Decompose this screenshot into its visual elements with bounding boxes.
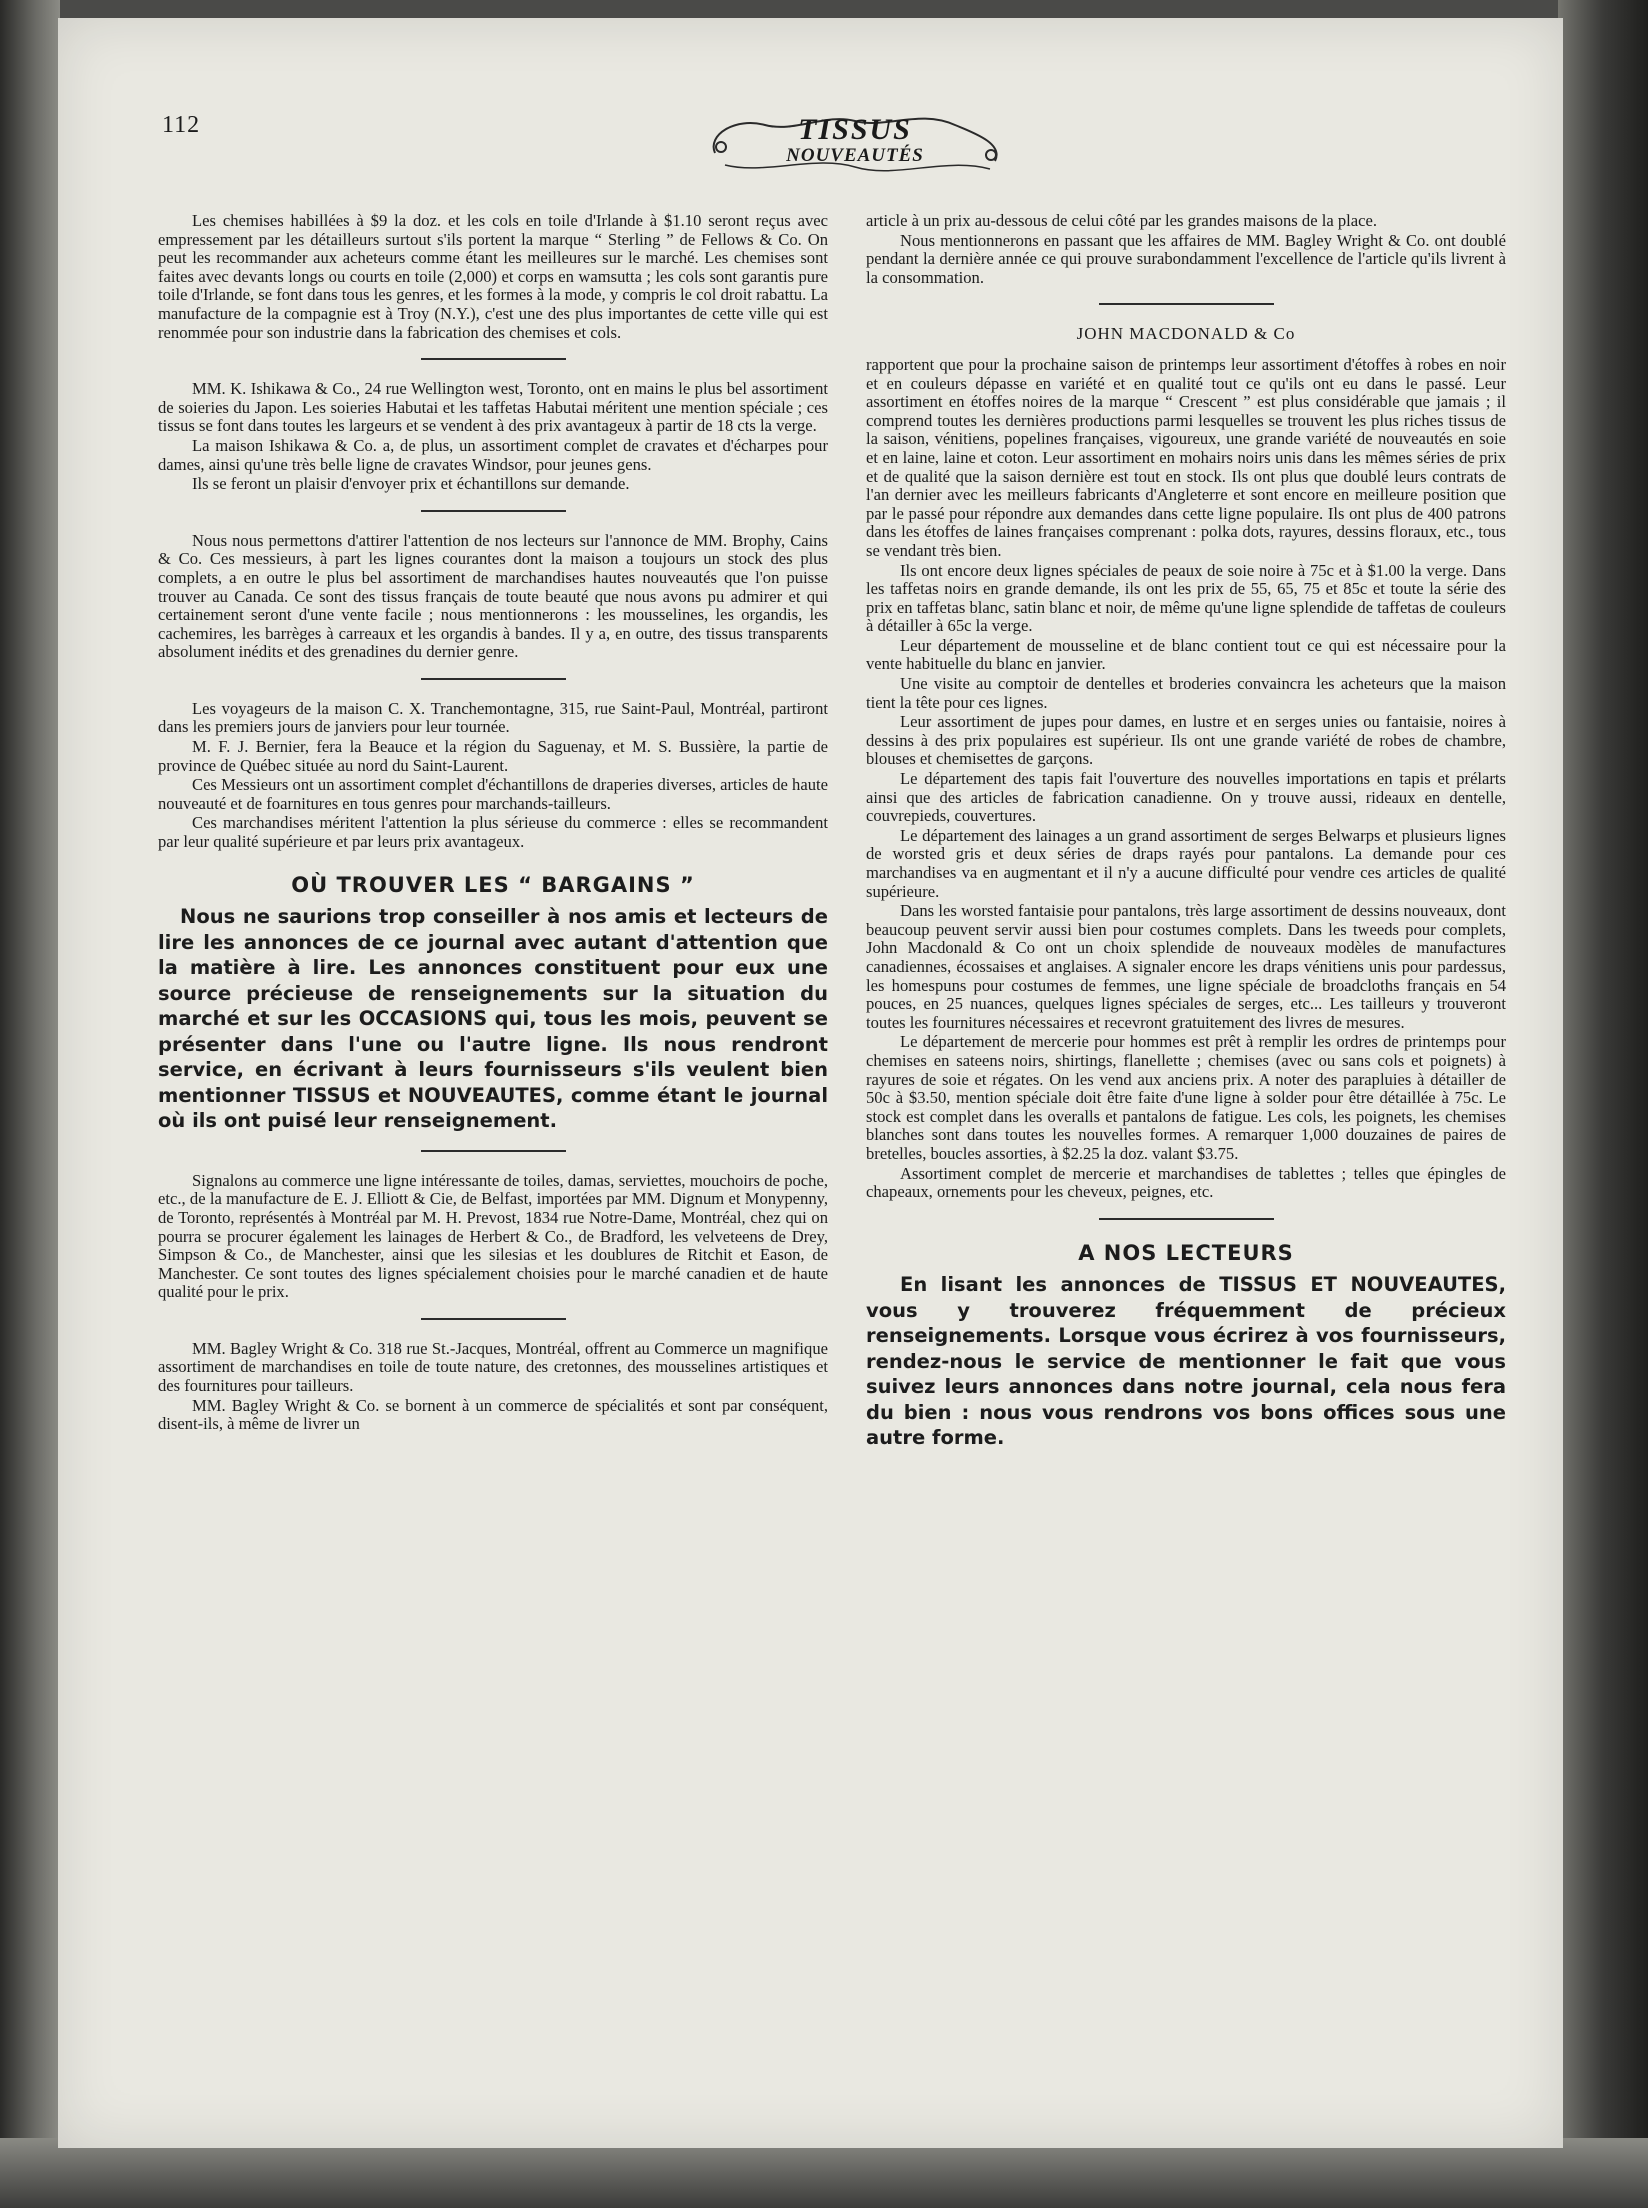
article-marchandises: Ces marchandises méritent l'attention la plus sérieuse du commerce : elles se recommandent par leur qualité supérieure et par leurs prix avantageux. <box>158 813 828 852</box>
article-macdonald-mercerie: Le département de mercerie pour hommes est prêt à remplir les ordres de printemps pour chemises en sateens noirs, shirtings, flanellette ; chemises (avec ou sans cols et poignets) à rayures de soie et régates. On les vend aux anciens prix. A noter des parapluies à détailler de 50c à $3.50, mention spéciale doit être faite d'une ligne à solder pour être détaillée à 75c. Le stock est complet dans les overalls et pantalons de fatigue. Les cols, les poignets, les chemises blanches sont dans toutes les nouvelles formes. A remarquer 1,000 douzaines de paires de bretelles, boucles assorties, à $2.25 la doz. valant $3.75. <box>866 1032 1506 1163</box>
article-macdonald-worsted: Dans les worsted fantaisie pour pantalons, très large assortiment de dessins nouveaux, dont beaucoup peuvent servir aussi bien pour costumes complets. Dans les tweeds pour complets, John Macdonald & Co ont un choix splendide de nouveaux modèles de manufactures canadiennes, écossaises et anglaises. A signaler encore les draps vénitiens unis pour pardessus, les homespuns pour costumes de femmes, une ligne spéciale de broadcloths français en 54 pouces, en 25 nuances, quelques lignes spéciales de serges, etc... Les tailleurs y trouveront toutes les fournitures nécessaires et recevront gratuitement des livres de mesures. <box>866 901 1506 1032</box>
separator-rule <box>421 678 566 680</box>
article-macdonald-lainages: Le département des lainages a un grand assortiment de serges Belwarps et plusieurs lignes de worsted gris et deux séries de draps rayés pour pantalons. La demande pour ces marchandises va en augmentant et il n'y a aucune difficulté pour vendre ces articles de qualité supérieure. <box>866 825 1506 901</box>
article-ishikawa-cravates: La maison Ishikawa & Co. a, de plus, un assortiment complet de cravates et d'écharpes pour dames, ainsi qu'une très belle ligne de cravates Windsor, pour jeunes gens. <box>158 435 828 474</box>
svg-text:NOUVEAUTÉS: NOUVEAUTÉS <box>786 145 924 166</box>
article-ishikawa: MM. K. Ishikawa & Co., 24 rue Wellington west, Toronto, ont en mains le plus bel assortiment de soieries du Japon. Les soieries Habutai et les taffetas Habutai méritent une mention spéciale ; ces tissus se font dans toutes les largeurs et se vendent à des prix avantageux à partir de 18 cts la verge. <box>158 379 828 436</box>
svg-text:TISSUS: TISSUS <box>798 113 912 146</box>
article-macdonald-robes: rapportent que pour la prochaine saison de printemps leur assortiment d'étoffes à robes en noir et en couleurs dépasse en variété et en qualité tout ce qu'ils ont eu dans le passé. Leur assortiment en étoffes noires de la marque “ Crescent ” est plus considérable que jamais ; il comprend toutes les dernières productions parmi lesquelles se trouvent les plus riches tissus de la saison, vénitiens, popelines françaises, vigoureux, une grande variété de nouveautés en soie et en laine, laine et coton. Leur assortiment en mohairs noirs unis dans les mêmes séries de prix et de qualité que la saison dernière est tout en stock. Ils ont plus que doublé leurs contrats de l'an dernier avec les meilleurs fabricants d'Angleterre et sont encore en meilleure position que par le passé pour répondre aux demandes dans cette ligne populaire. Ils ont plus de 400 patrons dans les étoffes de laines françaises comprenant : polka dots, rayures, dessins floraux, etc., tous se vendant très bien. <box>866 354 1506 560</box>
article-bagley-wright-specialites: MM. Bagley Wright & Co. se bornent à un commerce de spécialités et sont par conséquent, disent-ils, à même de livrer un <box>158 1395 828 1434</box>
book-edge-bottom <box>0 2138 1648 2208</box>
heading-a-nos-lecteurs: A NOS LECTEURS <box>1078 1240 1294 1265</box>
article-macdonald-tablettes: Assortiment complet de mercerie et marchandises de tablettes ; telles que épingles de chapeaux, ornements pour les cheveux, peignes, etc. <box>866 1163 1506 1202</box>
heading-bargains: OÙ TROUVER LES “ BARGAINS ” <box>291 872 695 897</box>
article-bagley-wright-affaires: Nous mentionnerons en passant que les affaires de MM. Bagley Wright & Co. ont doublé pendant la dernière année ce qui prouve surabondamment l'excellence de l'article qu'ils livrent à la consommation. <box>866 230 1506 287</box>
article-dignum-monypenny: Signalons au commerce une ligne intéressante de toiles, damas, serviettes, mouchoirs de poche, etc., de la manufacture de E. J. Elliott & Cie, de Belfast, importées par MM. Dignum et Monypenny, de Toronto, représentés à Montréal par M. H. Prevost, 1834 rue Notre-Dame, Montréal, chez qui on pourra se procurer également les lainages de Herbert & Co., de Bradford, les velveteens de Drey, Simpson & Co., de Manchester, ainsi que les silesias et les doublures de Ritchit et Eason, de Manchester. Ce sont toutes des lignes spécialement choisies pour le marché canadien et de haute qualité pour le prix. <box>158 1170 828 1302</box>
article-echantillons: Ces Messieurs ont un assortiment complet d'échantillons de draperies diverses, articles de haute nouveauté et de foarnitures en tous genres pour marchands-tailleurs. <box>158 775 828 813</box>
article-macdonald-soie: Ils ont encore deux lignes spéciales de peaux de soie noire à 75c et à $1.00 la verge. Dans les taffetas noirs en grande demande, ils ont les prix de 55, 65, 75 et 85c et toute la série des prix en taffetas blanc, satin blanc et noir, de même qu'une ligne splendide de taffetas de couleurs à détailler à 65c la verge. <box>866 560 1506 636</box>
separator-rule <box>421 510 566 512</box>
right-column <box>866 212 1506 1451</box>
article-macdonald-tapis: Le département des tapis fait l'ouverture des nouvelles importations en tapis et prélarts ainsi que des articles de fabrication canadienne. On y trouve aussi, rideaux en dentelle, couvrepieds, couvertures. <box>866 769 1506 826</box>
separator-rule <box>421 358 566 360</box>
separator-rule <box>1099 303 1274 305</box>
article-macdonald-dentelles: Une visite au comptoir de dentelles et broderies convaincra les acheteurs que la maison tient la tête pour ces lignes. <box>866 674 1506 712</box>
article-bagley-wright: MM. Bagley Wright & Co. 318 rue St.-Jacques, Montréal, offrent au Commerce un magnifique assortiment de marchandises en toile de toute nature, des cretonnes, des mousselines artistiques et des fournitures pour tailleurs. <box>158 1338 828 1396</box>
article-bernier: M. F. J. Bernier, fera la Beauce et la région du Saguenay, et M. S. Bussière, la partie de province de Québec située au nord du Saint-Laurent. <box>158 737 828 775</box>
left-column <box>158 212 828 1434</box>
book-binding-left <box>0 0 60 2208</box>
article-tranchemontagne: Les voyageurs de la maison C. X. Tranchemontagne, 315, rue Saint-Paul, Montréal, partiront dans les premiers jours de janviers pour leur tournée. <box>158 698 828 737</box>
notice-bargains: Nous ne saurions trop conseiller à nos amis et lecteurs de lire les annonces de ce journal avec autant d'attention que la matière à lire. Les annonces constituent pour eux une source précieuse de renseignements sur la situation du marché et sur les OCCASIONS qui, tous les mois, peuvent se présenter dans l'une ou l'autre ligne. Ils nous rendront service, en écrivant à leurs fournisseurs s'ils veulent bien mentionner TISSUS et NOUVEAUTES, comme étant le journal où ils ont puisé leur renseignement. <box>158 905 828 1133</box>
separator-rule <box>1099 1218 1274 1220</box>
separator-rule <box>421 1150 566 1152</box>
separator-rule <box>421 1318 566 1320</box>
article-bagley-wright-cont: article à un prix au-dessous de celui côté par les grandes maisons de la place. <box>866 211 1377 230</box>
masthead-logo <box>705 95 1005 190</box>
article-brophy-cains: Nous nous permettons d'attirer l'attention de nos lecteurs sur l'annonce de MM. Brophy, Cains & Co. Ces messieurs, à part les lignes courantes dont la maison a toujours un stock des plus complets, a en outre le plus bel assortiment de marchandises hautes nouveautés que l'on puisse trouver au Canada. Ce sont des tissus français de toute beauté que nous avons pu admirer et qui certainement seront d'une vente facile ; nous mentionnerons : les mousselines, les organdis, les cachemires, les barrèges à carreaux et les organdis à bandes. Il y a, en outre, des tissus transparents absolument inédits et des grenadines du dernier genre. <box>158 530 828 662</box>
article-ishikawa-echantillons: Ils se feront un plaisir d'envoyer prix et échantillons sur demande. <box>192 474 630 494</box>
book-edge-right <box>1558 0 1648 2208</box>
heading-john-macdonald: JOHN MACDONALD & Co <box>1076 324 1296 344</box>
article-sterling-shirts: Les chemises habillées à $9 la doz. et les cols en toile d'Irlande à $1.10 seront reçus avec empressement par les détailleurs surtout s'ils portent la marque “ Sterling ” de Fellows & Co. On peut les recommander aux acheteurs comme étant les meilleures sur le marché. Les chemises sont faites avec devants longs ou courts en toile (2,000) et corps en wamsutta ; les cols sont garantis pure toile d'Irlande, se font dans tous les genres, et les formes à la mode, y compris le col droit rabattu. La manufacture de la compagnie est à Troy (N.Y.), c'est une des plus importantes de cette ville qui est renommée pour son industrie dans la fabrication des chemises et cols. <box>158 211 828 342</box>
page-number: 112 <box>162 112 201 138</box>
article-macdonald-jupes: Leur assortiment de jupes pour dames, en lustre et en serges unies ou fantaisie, noires à dessins à des prix populaires est supérieur. Ils ont une grande variété de robes de chambre, blouses et chemisettes de garçons. <box>866 712 1506 769</box>
article-macdonald-mousseline: Leur département de mousseline et de blanc contient tout ce qui est nécessaire pour la vente habituelle du blanc en janvier. <box>866 635 1506 674</box>
notice-a-nos-lecteurs: En lisant les annonces de TISSUS ET NOUVEAUTES, vous y trouverez fréquemment de précieux renseignements. Lorsque vous écrirez à vos fournisseurs, rendez-nous le service de mentionner le fait que vous suivez leurs annonces dans notre journal, cela nous fera du bien : nous vous rendrons vos bons offices sous une autre forme. <box>866 1273 1506 1450</box>
